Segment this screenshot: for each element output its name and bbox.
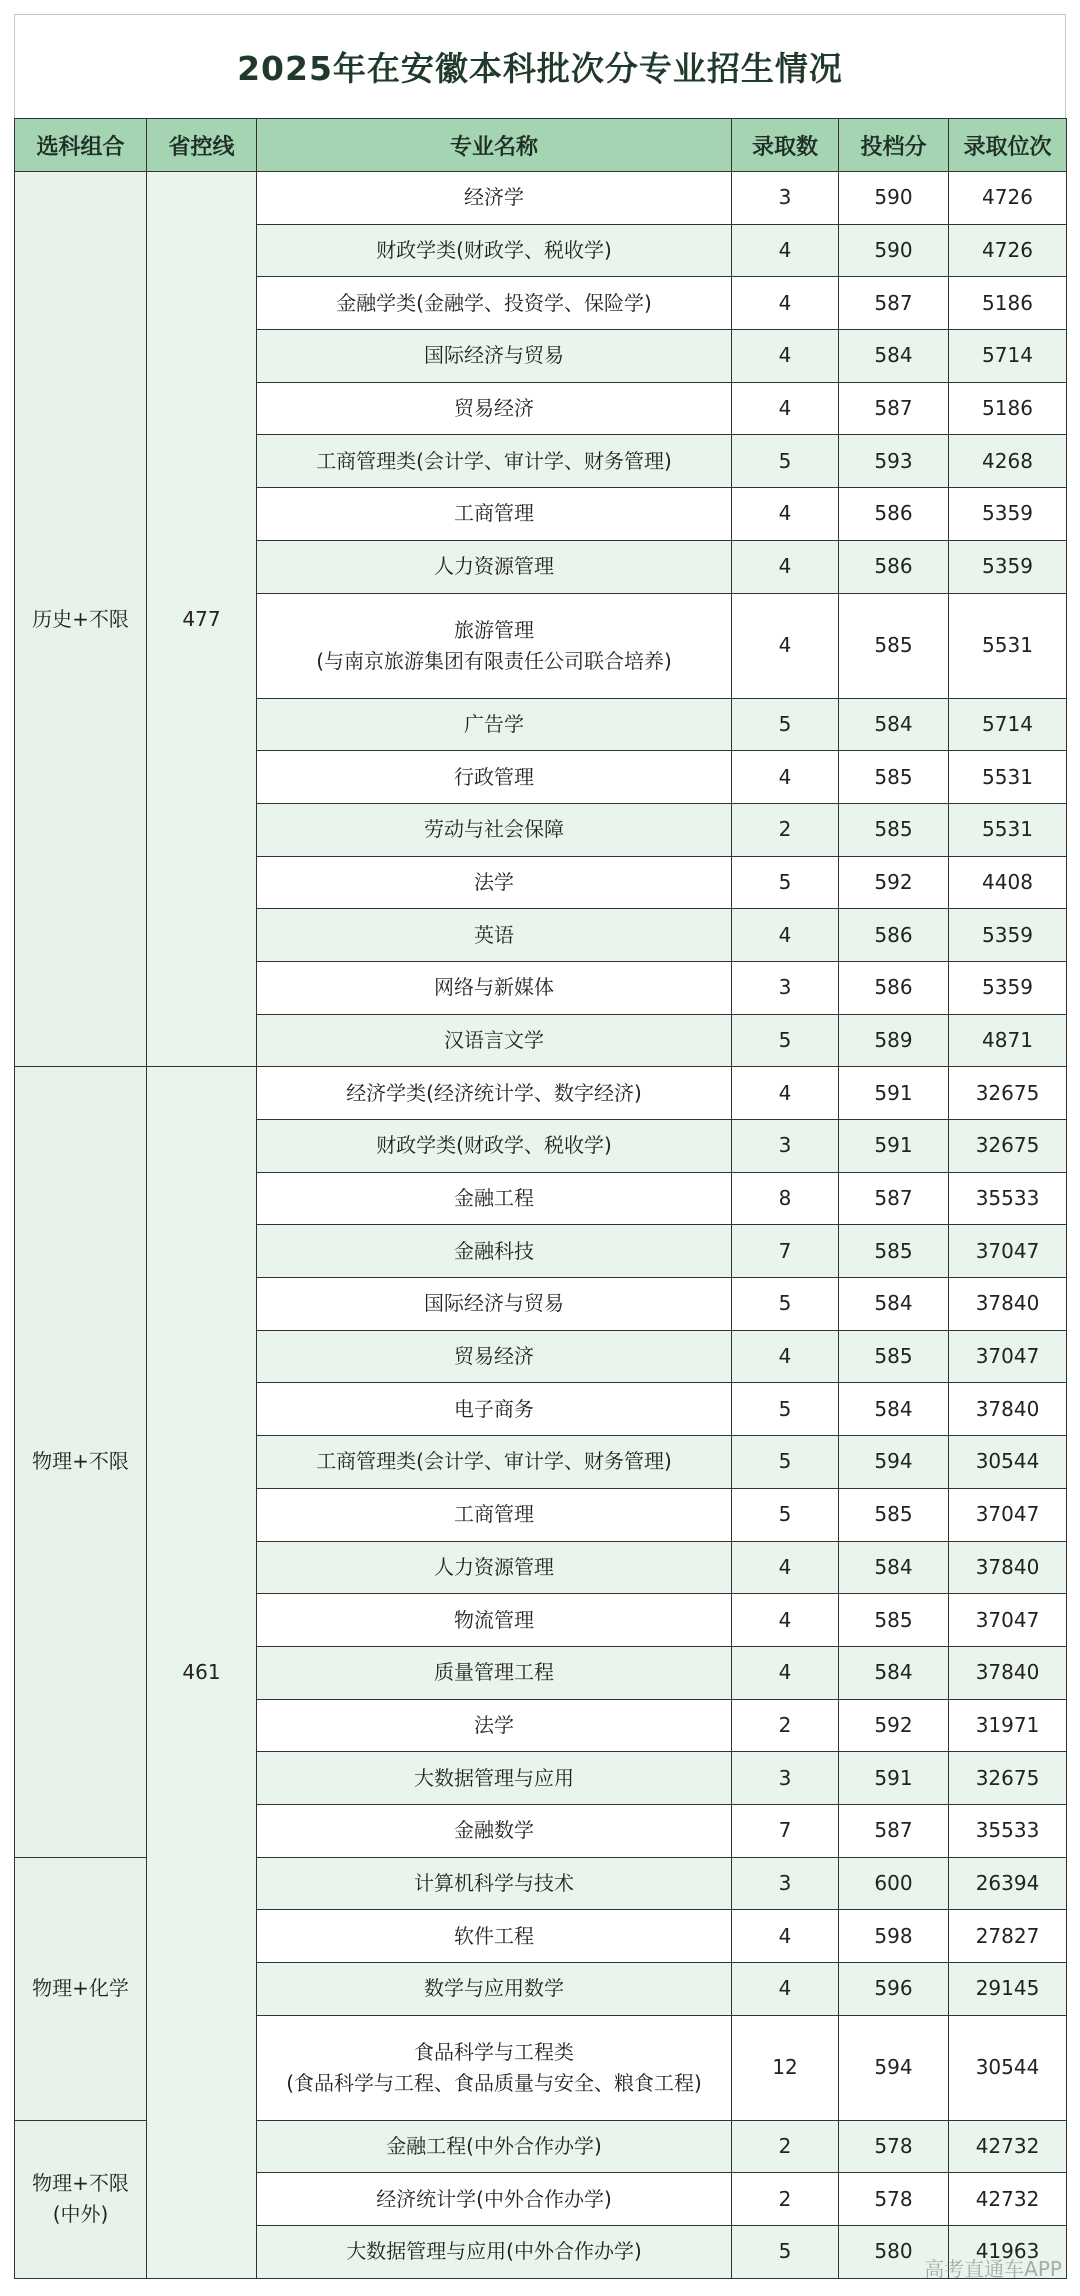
rank-cell: 26394 [949, 1857, 1067, 1910]
major-cell [257, 1330, 732, 1383]
rank-cell: 5359 [949, 540, 1067, 593]
rank-cell: 4726 [949, 224, 1067, 277]
major-name: 人力资源管理 [434, 554, 554, 579]
major-name: 工商管理类(会计学、审计学、财务管理) [316, 448, 672, 473]
count-cell: 5 [732, 1014, 839, 1067]
major-name: 人力资源管理 [434, 1554, 554, 1579]
major-name: 经济统计学(中外合作办学) [376, 2186, 612, 2211]
score-cell: 591 [839, 1067, 949, 1120]
table-row [15, 1067, 1067, 1120]
score-cell: 580 [839, 2226, 949, 2279]
major-note: (食品科学与工程、食品质量与安全、粮食工程) [286, 2070, 702, 2095]
header-subject-combo: 选科组合 [15, 119, 147, 172]
title-box [14, 14, 1066, 118]
subject-combo-label: 物理+不限 [32, 2171, 129, 2196]
count-cell: 5 [732, 1488, 839, 1541]
count-cell: 4 [732, 1963, 839, 2016]
score-cell: 587 [839, 1172, 949, 1225]
major-name: 大数据管理与应用 [414, 1765, 574, 1790]
count-cell: 4 [732, 224, 839, 277]
header-row [15, 119, 1067, 172]
count-cell: 7 [732, 1804, 839, 1857]
score-cell: 584 [839, 1541, 949, 1594]
major-name: 国际经济与贸易 [424, 1291, 564, 1316]
count-cell: 12 [732, 2015, 839, 2120]
score-cell: 590 [839, 224, 949, 277]
rank-cell: 5531 [949, 751, 1067, 804]
major-name: 财政学类(财政学、税收学) [376, 1133, 612, 1158]
score-cell: 584 [839, 698, 949, 751]
score-cell: 584 [839, 1278, 949, 1331]
major-name: 网络与新媒体 [434, 975, 554, 1000]
subject-combo-label: (中外) [52, 2202, 109, 2227]
header-count: 录取数 [732, 119, 839, 172]
rank-cell: 37840 [949, 1383, 1067, 1436]
score-cell: 585 [839, 1330, 949, 1383]
score-cell: 586 [839, 488, 949, 541]
major-name: 食品科学与工程类 [414, 2039, 574, 2064]
major-cell [257, 803, 732, 856]
watermark: 高考直通车APP [924, 2257, 1062, 2281]
rank-cell: 4871 [949, 1014, 1067, 1067]
major-cell [257, 1804, 732, 1857]
count-cell: 8 [732, 1172, 839, 1225]
rank-cell: 4726 [949, 172, 1067, 225]
major-cell [257, 224, 732, 277]
major-cell [257, 1278, 732, 1331]
header-major: 专业名称 [257, 119, 732, 172]
admission-table [14, 118, 1067, 2279]
major-cell [257, 698, 732, 751]
table-body [15, 172, 1067, 2279]
rank-cell: 4408 [949, 856, 1067, 909]
header-score: 投档分 [839, 119, 949, 172]
rank-cell: 5186 [949, 382, 1067, 435]
count-cell: 3 [732, 961, 839, 1014]
major-cell [257, 1014, 732, 1067]
count-cell: 4 [732, 1646, 839, 1699]
header-control-line: 省控线 [147, 119, 257, 172]
major-name: 汉语言文学 [444, 1027, 544, 1052]
rank-cell: 35533 [949, 1172, 1067, 1225]
score-cell: 591 [839, 1752, 949, 1805]
major-name: 金融数学 [454, 1818, 534, 1843]
major-name: 质量管理工程 [434, 1660, 554, 1685]
major-name: 财政学类(财政学、税收学) [376, 238, 612, 263]
rank-cell: 5359 [949, 909, 1067, 962]
rank-cell: 4268 [949, 435, 1067, 488]
header-rank: 录取位次 [949, 119, 1067, 172]
major-cell [257, 1067, 732, 1120]
major-name: 法学 [474, 1712, 514, 1737]
major-name: 国际经济与贸易 [424, 343, 564, 368]
major-cell [257, 2120, 732, 2173]
rank-cell: 37840 [949, 1646, 1067, 1699]
major-name: 电子商务 [454, 1396, 534, 1421]
count-cell: 2 [732, 1699, 839, 1752]
count-cell: 5 [732, 1278, 839, 1331]
count-cell: 4 [732, 330, 839, 383]
score-cell: 585 [839, 1488, 949, 1541]
score-cell: 586 [839, 961, 949, 1014]
score-cell: 589 [839, 1014, 949, 1067]
score-cell: 594 [839, 2015, 949, 2120]
major-name: 计算机科学与技术 [414, 1870, 574, 1895]
rank-cell: 42732 [949, 2173, 1067, 2226]
count-cell: 5 [732, 435, 839, 488]
rank-cell: 37047 [949, 1330, 1067, 1383]
rank-cell: 37047 [949, 1225, 1067, 1278]
rank-cell: 35533 [949, 1804, 1067, 1857]
major-name: 经济学类(经济统计学、数字经济) [346, 1080, 642, 1105]
major-cell [257, 1910, 732, 1963]
score-cell: 591 [839, 1120, 949, 1173]
major-name: 贸易经济 [454, 1344, 534, 1369]
count-cell: 2 [732, 803, 839, 856]
major-cell [257, 961, 732, 1014]
major-name: 广告学 [464, 711, 524, 736]
major-cell [257, 382, 732, 435]
score-cell: 585 [839, 1594, 949, 1647]
major-cell [257, 1646, 732, 1699]
score-cell: 586 [839, 909, 949, 962]
count-cell: 4 [732, 1330, 839, 1383]
major-name: 金融工程 [454, 1186, 534, 1211]
subject-combo-label: 物理+化学 [32, 1976, 129, 2001]
score-cell: 585 [839, 1225, 949, 1278]
major-name: 数学与应用数学 [424, 1976, 564, 2001]
score-cell: 578 [839, 2173, 949, 2226]
subject-combo-label: 历史+不限 [32, 606, 129, 631]
score-cell: 578 [839, 2120, 949, 2173]
rank-cell: 37840 [949, 1541, 1067, 1594]
count-cell: 4 [732, 382, 839, 435]
count-cell: 3 [732, 1857, 839, 1910]
rank-cell: 32675 [949, 1120, 1067, 1173]
count-cell: 4 [732, 1594, 839, 1647]
major-name: 经济学 [464, 185, 524, 210]
major-cell [257, 856, 732, 909]
score-cell: 585 [839, 593, 949, 698]
rank-cell: 5359 [949, 961, 1067, 1014]
major-cell [257, 1857, 732, 1910]
count-cell: 3 [732, 1120, 839, 1173]
score-cell: 592 [839, 856, 949, 909]
score-cell: 593 [839, 435, 949, 488]
count-cell: 4 [732, 1910, 839, 1963]
rank-cell: 32675 [949, 1752, 1067, 1805]
count-cell: 2 [732, 2173, 839, 2226]
major-name: 法学 [474, 869, 514, 894]
rank-cell: 5531 [949, 593, 1067, 698]
score-cell: 587 [839, 382, 949, 435]
count-cell: 4 [732, 909, 839, 962]
rank-cell: 41963 [949, 2226, 1067, 2279]
rank-cell: 5186 [949, 277, 1067, 330]
score-cell: 584 [839, 1383, 949, 1436]
major-name: 物流管理 [454, 1607, 534, 1632]
count-cell: 5 [732, 1383, 839, 1436]
count-cell: 5 [732, 698, 839, 751]
major-name: 行政管理 [454, 764, 534, 789]
major-cell [257, 751, 732, 804]
score-cell: 585 [839, 803, 949, 856]
score-cell: 600 [839, 1857, 949, 1910]
major-cell [257, 172, 732, 225]
major-cell [257, 1120, 732, 1173]
subject-combo-label: 物理+不限 [32, 1449, 129, 1474]
table-row [15, 172, 1067, 225]
major-cell [257, 1752, 732, 1805]
rank-cell: 29145 [949, 1963, 1067, 2016]
major-cell [257, 488, 732, 541]
count-cell: 5 [732, 2226, 839, 2279]
count-cell: 4 [732, 593, 839, 698]
major-cell [257, 1594, 732, 1647]
major-cell [257, 909, 732, 962]
count-cell: 4 [732, 1067, 839, 1120]
count-cell: 4 [732, 1541, 839, 1594]
major-name: 工商管理类(会计学、审计学、财务管理) [316, 1449, 672, 1474]
score-cell: 590 [839, 172, 949, 225]
major-name: 大数据管理与应用(中外合作办学) [346, 2239, 642, 2264]
score-cell: 584 [839, 330, 949, 383]
count-cell: 5 [732, 1436, 839, 1489]
major-name: 工商管理 [454, 1502, 534, 1527]
major-cell [257, 1488, 732, 1541]
rank-cell: 30544 [949, 2015, 1067, 2120]
major-cell [257, 2226, 732, 2279]
score-cell: 586 [839, 540, 949, 593]
score-cell: 596 [839, 1963, 949, 2016]
major-cell [257, 1699, 732, 1752]
major-name: 软件工程 [454, 1923, 534, 1948]
count-cell: 4 [732, 540, 839, 593]
subject-combo-cell [15, 1067, 147, 1857]
subject-combo-cell [15, 172, 147, 1067]
major-cell [257, 540, 732, 593]
major-cell [257, 277, 732, 330]
major-name: 旅游管理 [454, 617, 534, 642]
rank-cell: 5714 [949, 330, 1067, 383]
major-cell [257, 1225, 732, 1278]
rank-cell: 37047 [949, 1594, 1067, 1647]
rank-cell: 30544 [949, 1436, 1067, 1489]
major-name: 金融工程(中外合作办学) [386, 2134, 602, 2159]
rank-cell: 37840 [949, 1278, 1067, 1331]
major-name: 金融科技 [454, 1238, 534, 1263]
rank-cell: 42732 [949, 2120, 1067, 2173]
score-cell: 587 [839, 277, 949, 330]
major-name: 贸易经济 [454, 396, 534, 421]
subject-combo-cell [15, 2120, 147, 2278]
major-name: 劳动与社会保障 [424, 817, 564, 842]
score-cell: 594 [839, 1436, 949, 1489]
rank-cell: 5359 [949, 488, 1067, 541]
subject-combo-cell [15, 1857, 147, 2120]
major-name: 工商管理 [454, 501, 534, 526]
major-name: 英语 [474, 922, 514, 947]
count-cell: 7 [732, 1225, 839, 1278]
score-cell: 587 [839, 1804, 949, 1857]
major-note: (与南京旅游集团有限责任公司联合培养) [316, 648, 672, 673]
count-cell: 5 [732, 856, 839, 909]
major-cell [257, 330, 732, 383]
major-cell [257, 1541, 732, 1594]
major-cell [257, 1436, 732, 1489]
major-cell [257, 1172, 732, 1225]
rank-cell: 5531 [949, 803, 1067, 856]
major-cell [257, 435, 732, 488]
score-cell: 584 [839, 1646, 949, 1699]
count-cell: 2 [732, 2120, 839, 2173]
count-cell: 3 [732, 1752, 839, 1805]
major-cell [257, 1383, 732, 1436]
major-cell [257, 593, 732, 698]
major-name: 金融学类(金融学、投资学、保险学) [336, 290, 652, 315]
rank-cell: 37047 [949, 1488, 1067, 1541]
rank-cell: 31971 [949, 1699, 1067, 1752]
count-cell: 3 [732, 172, 839, 225]
rank-cell: 5714 [949, 698, 1067, 751]
score-cell: 598 [839, 1910, 949, 1963]
major-cell [257, 2015, 732, 2120]
count-cell: 4 [732, 488, 839, 541]
score-cell: 592 [839, 1699, 949, 1752]
control-line-cell: 477 [147, 172, 257, 1067]
score-cell: 585 [839, 751, 949, 804]
control-line-cell: 461 [147, 1067, 257, 2278]
page-title: 2025年在安徽本科批次分专业招生情况 [237, 49, 843, 88]
count-cell: 4 [732, 277, 839, 330]
rank-cell: 27827 [949, 1910, 1067, 1963]
major-cell [257, 1963, 732, 2016]
rank-cell: 32675 [949, 1067, 1067, 1120]
major-cell [257, 2173, 732, 2226]
count-cell: 4 [732, 751, 839, 804]
